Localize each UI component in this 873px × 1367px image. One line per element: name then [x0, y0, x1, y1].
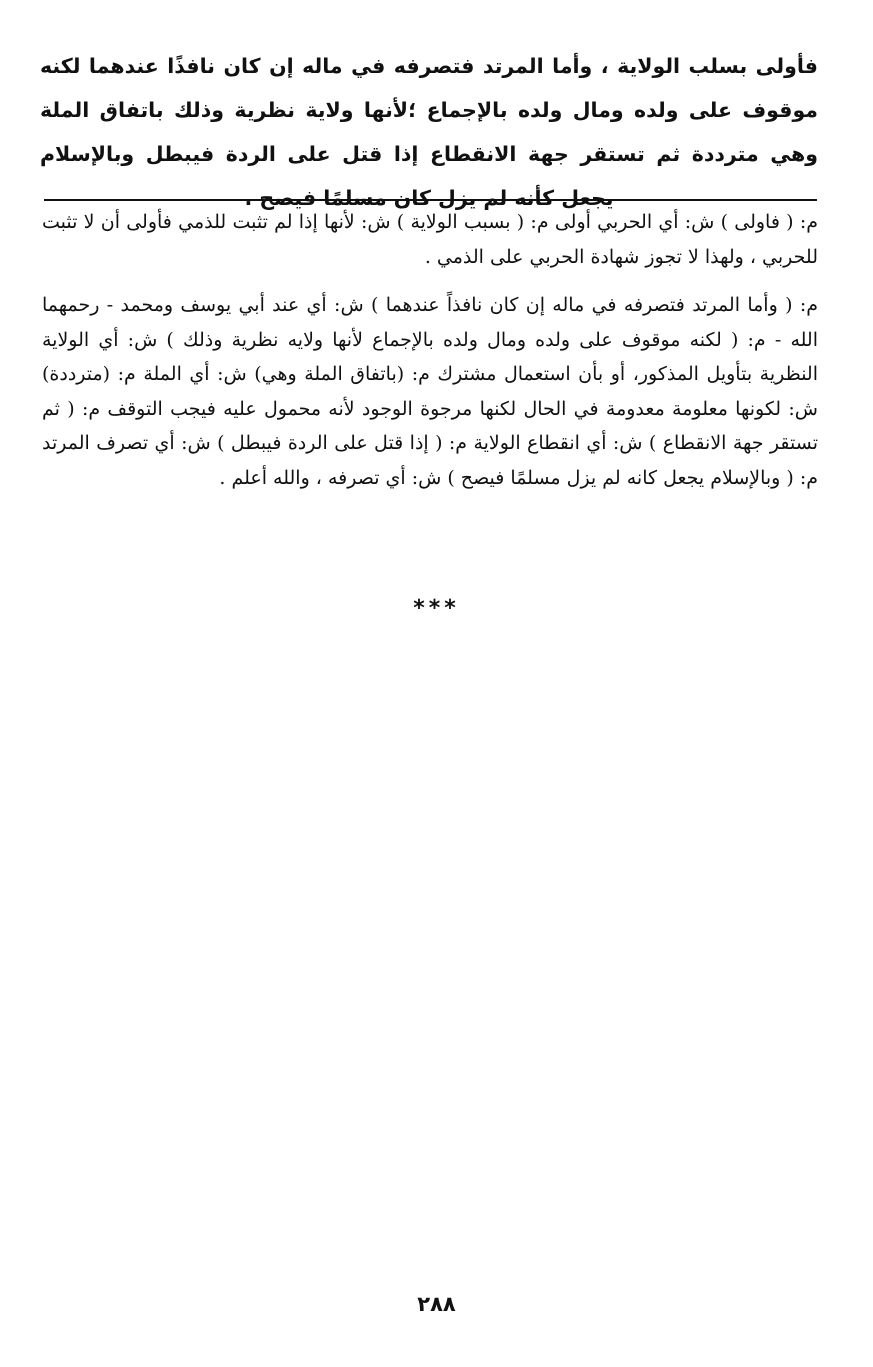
commentary-paragraph: م: ( فاولى ) ش: أي الحربي أولى م: ( بسبب الولاية ) ش: لأنها إذا لم تثبت للذمي فأولى أن لا تثبت للحربي ، ولهذا لا تجوز شهادة الحربي على الذمي . [42, 211, 818, 268]
section-separator-stars: *** [413, 596, 460, 621]
page-number: ٢٨٨ [417, 1292, 456, 1316]
footnote-separator-line [44, 199, 817, 201]
commentary-block [42, 205, 818, 495]
commentary-paragraph: م: ( وأما المرتد فتصرفه في ماله إن كان نافذاً عندهما ) ش: أي عند أبي يوسف ومحمد - رحمهما الله - م: ( لكنه موقوف على ولده ومال ولده بالإجماع لأنها ولايه نظرية وذلك ) ش: أي الولاية النظرية بتأويل المذكور، أو بأن استعمال مشترك م: (باتفاق الملة وهي) ش: أي الملة م: (مترددة) ش: لكونها معلومة معدومة في الحال لكنها مرجوة الوجود لأنه محمول عليه فيجب التوقف م: ( ثم تستقر جهة الانقطاع ) ش: أي انقطاع الولاية م: ( إذا قتل على الردة فيبطل ) ش: أي تصرف المرتد م: ( وبالإسلام يجعل كانه لم يزل مسلمًا فيصح ) ش: أي تصرفه ، والله أعلم . [42, 294, 818, 489]
main-text: فأولى بسلب الولاية ، وأما المرتد فتصرفه في ماله إن كان نافذًا عندهما لكنه موقوف على ولده ومال ولده بالإجماع ؛لأنها ولاية نظرية وذلك باتفاق الملة وهي مترددة ثم تستقر جهة الانقطاع إذا قتل على الردة فيبطل وبالإسلام يجعل كأنه لم يزل كان مسلمًا فيصح . [40, 54, 818, 210]
